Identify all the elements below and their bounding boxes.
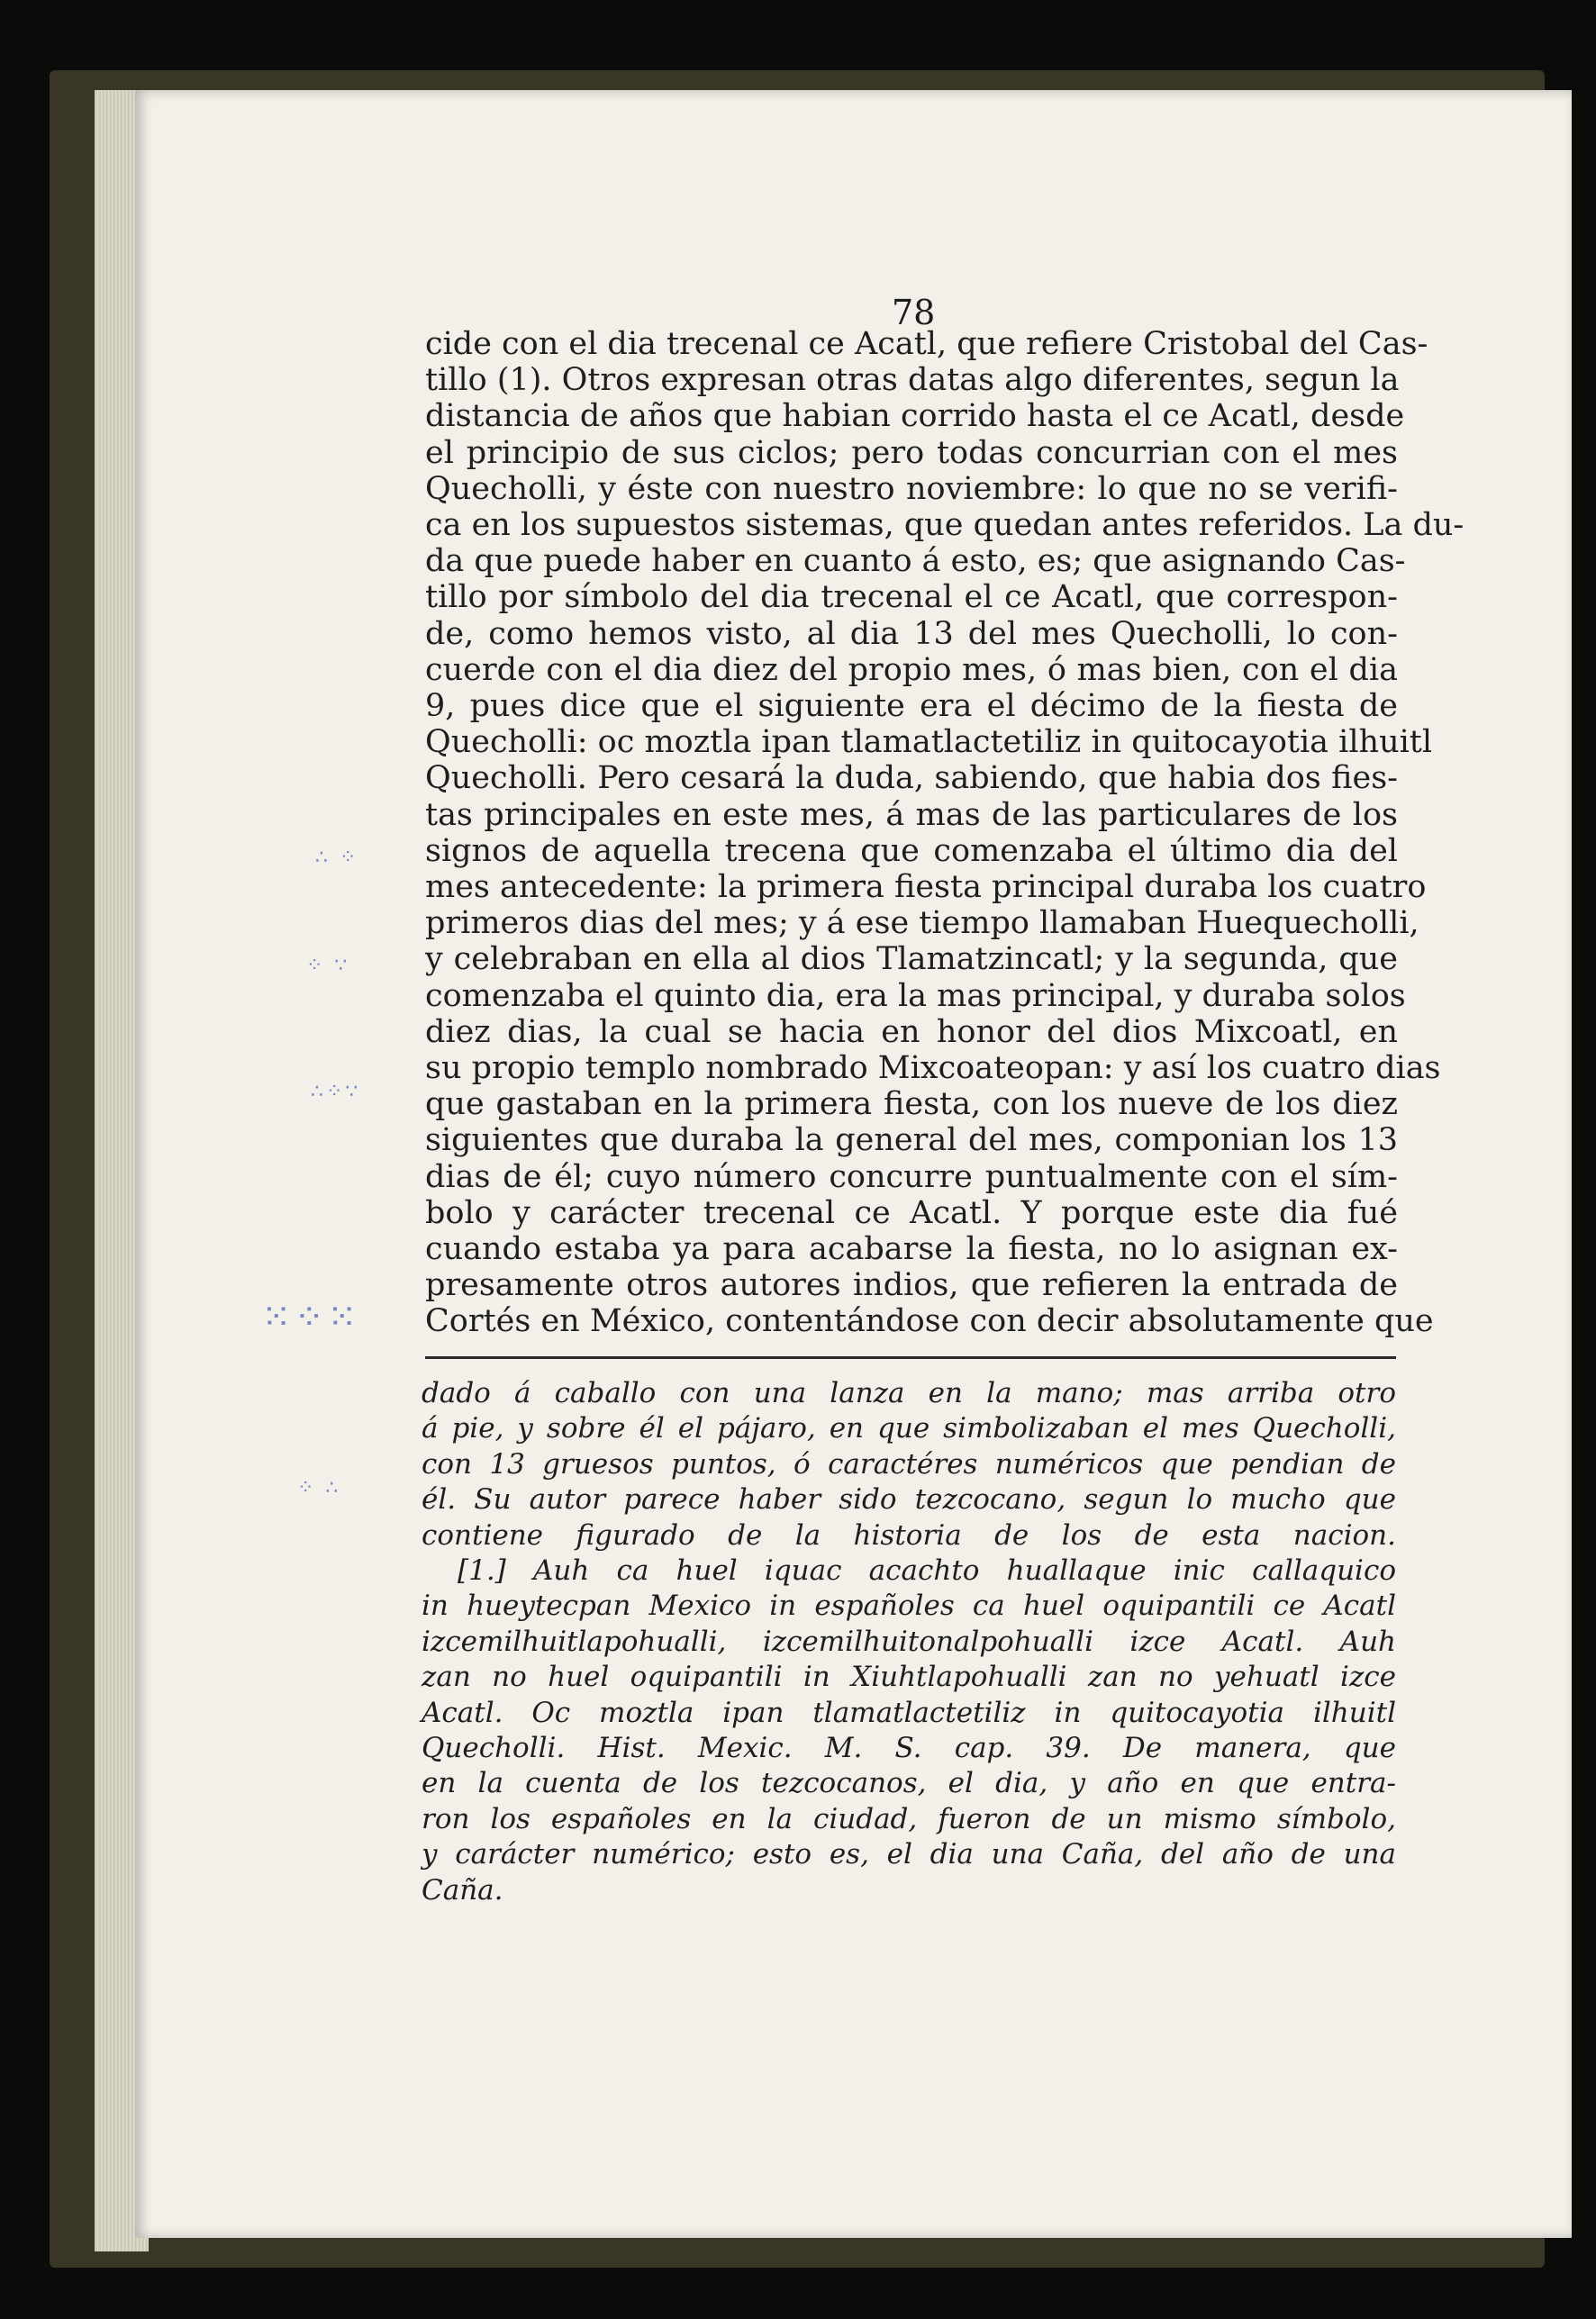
library-stamp-mark: ∴⁘∵: [311, 1081, 361, 1103]
body-line: tillo por símbolo del dia trecenal el ce Acatl, que correspon-: [425, 579, 1398, 616]
footnote-line: Acatl. Oc moztla ipan tlamatlactetiliz in quitocayotia ilhuitl: [422, 1696, 1396, 1729]
body-line: primeros dias del mes; y á ese tiempo llamaban Huequecholli,: [425, 905, 1419, 942]
body-line: siguientes que duraba la general del mes, componian los 13: [425, 1122, 1398, 1159]
footnote-line: y carácter numérico; esto es, el dia una Caña, del año de una: [422, 1838, 1396, 1871]
footnote-line: zan no huel oquipantili in Xiuhtlapohualli zan no yehuatl izce: [422, 1661, 1396, 1694]
body-line: cuando estaba ya para acabarse la fiesta, no lo asignan ex-: [425, 1231, 1398, 1268]
body-line: 9, pues dice que el siguiente era el décimo de la fiesta de: [425, 688, 1398, 725]
footnote-line: en la cuenta de los tezcocanos, el dia, y año en que entra-: [422, 1767, 1396, 1800]
body-line: Quecholli: oc moztla ipan tlamatlactetiliz in quitocayotia ilhuitl: [425, 724, 1433, 761]
body-line: da que puede haber en cuanto á esto, es; que asignando Cas-: [425, 543, 1406, 580]
footnote-line: Quecholli. Hist. Mexic. M. S. cap. 39. De manera, que: [422, 1732, 1396, 1765]
body-line: tillo (1). Otros expresan otras datas algo diferentes, segun la: [425, 362, 1400, 399]
body-line: cide con el dia trecenal ce Acatl, que refiere Cristobal del Cas-: [425, 326, 1428, 362]
body-line: ca en los supuestos sistemas, que quedan antes referidos. La du-: [425, 507, 1465, 544]
body-line: Quecholli, y éste con nuestro noviembre: lo que no se verifi-: [425, 470, 1398, 507]
body-line: el principio de sus ciclos; pero todas concurrian con el mes: [425, 434, 1398, 471]
body-line: signos de aquella trecena que comenzaba el último dia del: [425, 832, 1398, 869]
library-stamp-mark: ⁘ ∴: [297, 1477, 341, 1499]
body-line: y celebraban en ella al dios Tlamatzincatl; y la segunda, que: [425, 941, 1398, 978]
body-line: su propio templo nombrado Mixcoateopan: y así los cuatro dias: [425, 1050, 1441, 1087]
footnote-line: ron los españoles en la ciudad, fueron de un mismo símbolo,: [422, 1802, 1396, 1835]
page-number: 78: [892, 293, 936, 332]
library-stamp-mark: ∴ ⁘: [315, 847, 359, 869]
body-line: bolo y carácter trecenal ce Acatl. Y porque este dia fué: [425, 1194, 1398, 1231]
body-line: de, como hemos visto, al dia 13 del mes Quecholli, lo con-: [425, 615, 1398, 652]
footnote-line: in hueytecpan Mexico in españoles ca huel oquipantili ce Acatl: [422, 1590, 1396, 1623]
library-stamp-mark: ⁙⁘⁙: [261, 1297, 360, 1338]
body-line: Quecholli. Pero cesará la duda, sabiendo, que habia dos fies-: [425, 760, 1398, 797]
footnote-line: á pie, y sobre él el pájaro, en que simbolizaban el mes Quecholli,: [422, 1412, 1396, 1445]
body-line: comenzaba el quinto dia, era la mas principal, y duraba solos: [425, 977, 1406, 1014]
library-stamp-mark: ⁘ ∵: [306, 955, 350, 977]
footnote-line: [1.] Auh ca huel iquac acachto huallaque inic callaquico: [458, 1554, 1396, 1588]
body-line: cuerde con el dia diez del propio mes, ó mas bien, con el dia: [425, 651, 1398, 688]
footnote-line: contiene figurado de la historia de los de esta nacion.: [422, 1518, 1396, 1552]
footnote-line: izcemilhuitlapohualli, izcemilhuitonalpohualli izce Acatl. Auh: [422, 1625, 1396, 1658]
body-line: dias de él; cuyo número concurre puntualmente con el sím-: [425, 1158, 1398, 1195]
footnote-line: él. Su autor parece haber sido tezcocano, segun lo mucho que: [422, 1483, 1396, 1517]
body-line: distancia de años que habian corrido hasta el ce Acatl, desde: [425, 398, 1405, 435]
body-line: mes antecedente: la primera fiesta principal duraba los cuatro: [425, 869, 1427, 906]
footnote-divider: [425, 1356, 1396, 1359]
footnote-line: con 13 gruesos puntos, ó caractéres numéricos que pendian de: [422, 1447, 1396, 1481]
body-line: Cortés en México, contentándose con decir absolutamente que: [425, 1303, 1434, 1340]
body-line: presamente otros autores indios, que refieren la entrada de: [425, 1267, 1398, 1304]
footnotes: [422, 1376, 1396, 1908]
footnote-line: Caña.: [422, 1873, 503, 1907]
footnote-line: dado á caballo con una lanza en la mano; mas arriba otro: [422, 1377, 1396, 1409]
body-line: diez dias, la cual se hacia en honor del dios Mixcoatl, en: [425, 1013, 1398, 1050]
main-body-text: [425, 326, 1465, 1340]
body-line: tas principales en este mes, á mas de las particulares de los: [425, 796, 1398, 833]
body-line: que gastaban en la primera fiesta, con los nueve de los diez: [425, 1086, 1398, 1123]
